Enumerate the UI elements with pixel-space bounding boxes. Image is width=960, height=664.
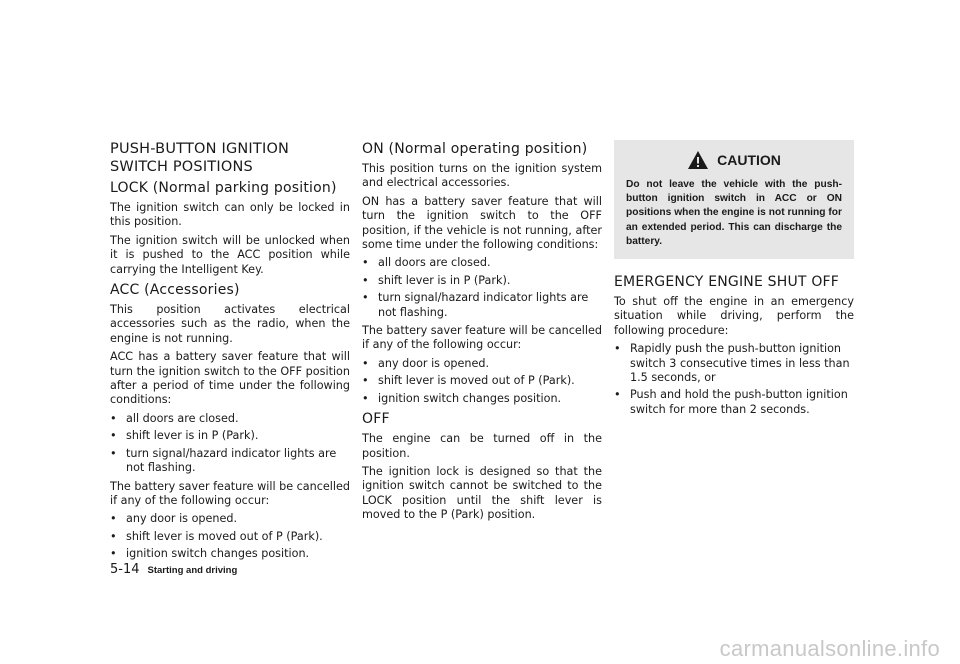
lock-paragraph-2: The ignition switch will be unlocked when it is pushed to the ACC position while carrying the Intelligent Key.	[110, 233, 350, 276]
acc-paragraph-1: This position activates electrical accessories such as the radio, when the engine is not running.	[110, 303, 350, 345]
list-item: • shift lever is in P (Park).	[110, 429, 350, 443]
list-item: • turn signal/hazard indicator lights are not flashing.	[362, 291, 602, 320]
emergency-paragraph: To shut off the engine in an emergency situation while driving, perform the following procedure:	[614, 295, 854, 337]
caution-box	[614, 140, 854, 259]
acc-cancel-list	[110, 512, 350, 561]
lock-paragraph-1: The ignition switch can only be locked in this position.	[110, 201, 350, 229]
acc-heading: ACC (Accessories)	[110, 282, 240, 299]
page-footer	[110, 562, 237, 577]
on-conditions-list	[362, 256, 602, 320]
list-item: • ignition switch changes position.	[110, 547, 350, 561]
column-2	[362, 140, 602, 527]
acc-paragraph-2: ACC has a battery saver feature that will turn the ignition switch to the OFF position after a period of time under the following conditions:	[110, 350, 350, 407]
column-3	[614, 140, 854, 421]
list-item: • any door is opened.	[110, 512, 350, 526]
on-heading: ON (Normal operating position)	[362, 141, 588, 157]
list-item: • all doors are closed.	[110, 412, 350, 426]
list-item: • shift lever is moved out of P (Park).	[362, 374, 602, 388]
section-title: PUSH-BUTTON IGNITION SWITCH POSITIONS	[110, 141, 290, 175]
warning-triangle-icon	[687, 150, 709, 170]
off-paragraph-2: The ignition lock is designed so that the ignition switch cannot be switched to the LOCK position until the shift lever is moved to the P (Park) position.	[362, 464, 602, 522]
column-1	[110, 140, 350, 566]
list-item: • Push and hold the push-button ignition switch for more than 2 seconds.	[614, 388, 854, 417]
list-item: • all doors are closed.	[362, 256, 602, 270]
on-cancel-list	[362, 357, 602, 406]
watermark: carmanualsonline.info	[719, 636, 940, 661]
list-item: • turn signal/hazard indicator lights are not flashing.	[110, 447, 350, 476]
list-item: • ignition switch changes position.	[362, 392, 602, 406]
page-number: 5-14	[110, 562, 140, 577]
list-item: • shift lever is in P (Park).	[362, 274, 602, 288]
off-paragraph-1: The engine can be turned off in the position.	[362, 432, 602, 460]
caution-header	[626, 150, 842, 170]
off-heading: OFF	[362, 411, 390, 428]
chapter-title: Starting and driving	[147, 565, 238, 576]
list-item: • any door is opened.	[362, 357, 602, 371]
emergency-steps-list	[614, 342, 854, 417]
on-paragraph-1: This position turns on the ignition system and electrical accessories.	[362, 162, 602, 190]
caution-title: CAUTION	[717, 152, 781, 168]
acc-paragraph-3: The battery saver feature will be cancelled if any of the following occur:	[110, 479, 350, 507]
acc-conditions-list	[110, 412, 350, 476]
on-paragraph-3: The battery saver feature will be cancelled if any of the following occur:	[362, 324, 602, 352]
emergency-heading: EMERGENCY ENGINE SHUT OFF	[614, 274, 840, 291]
list-item: • shift lever is moved out of P (Park).	[110, 530, 350, 544]
list-item: • Rapidly push the push-button ignition switch 3 consecutive times in less than 1.5 seconds, or	[614, 342, 854, 385]
lock-heading: LOCK (Normal parking position)	[110, 180, 337, 196]
caution-text: Do not leave the vehicle with the push-button ignition switch in ACC or ON positions when the engine is not running for an extended period. This can discharge the battery.	[626, 179, 842, 247]
on-paragraph-2: ON has a battery saver feature that will turn the ignition switch to the OFF position, if the vehicle is not running, after some time under the following conditions:	[362, 194, 602, 252]
